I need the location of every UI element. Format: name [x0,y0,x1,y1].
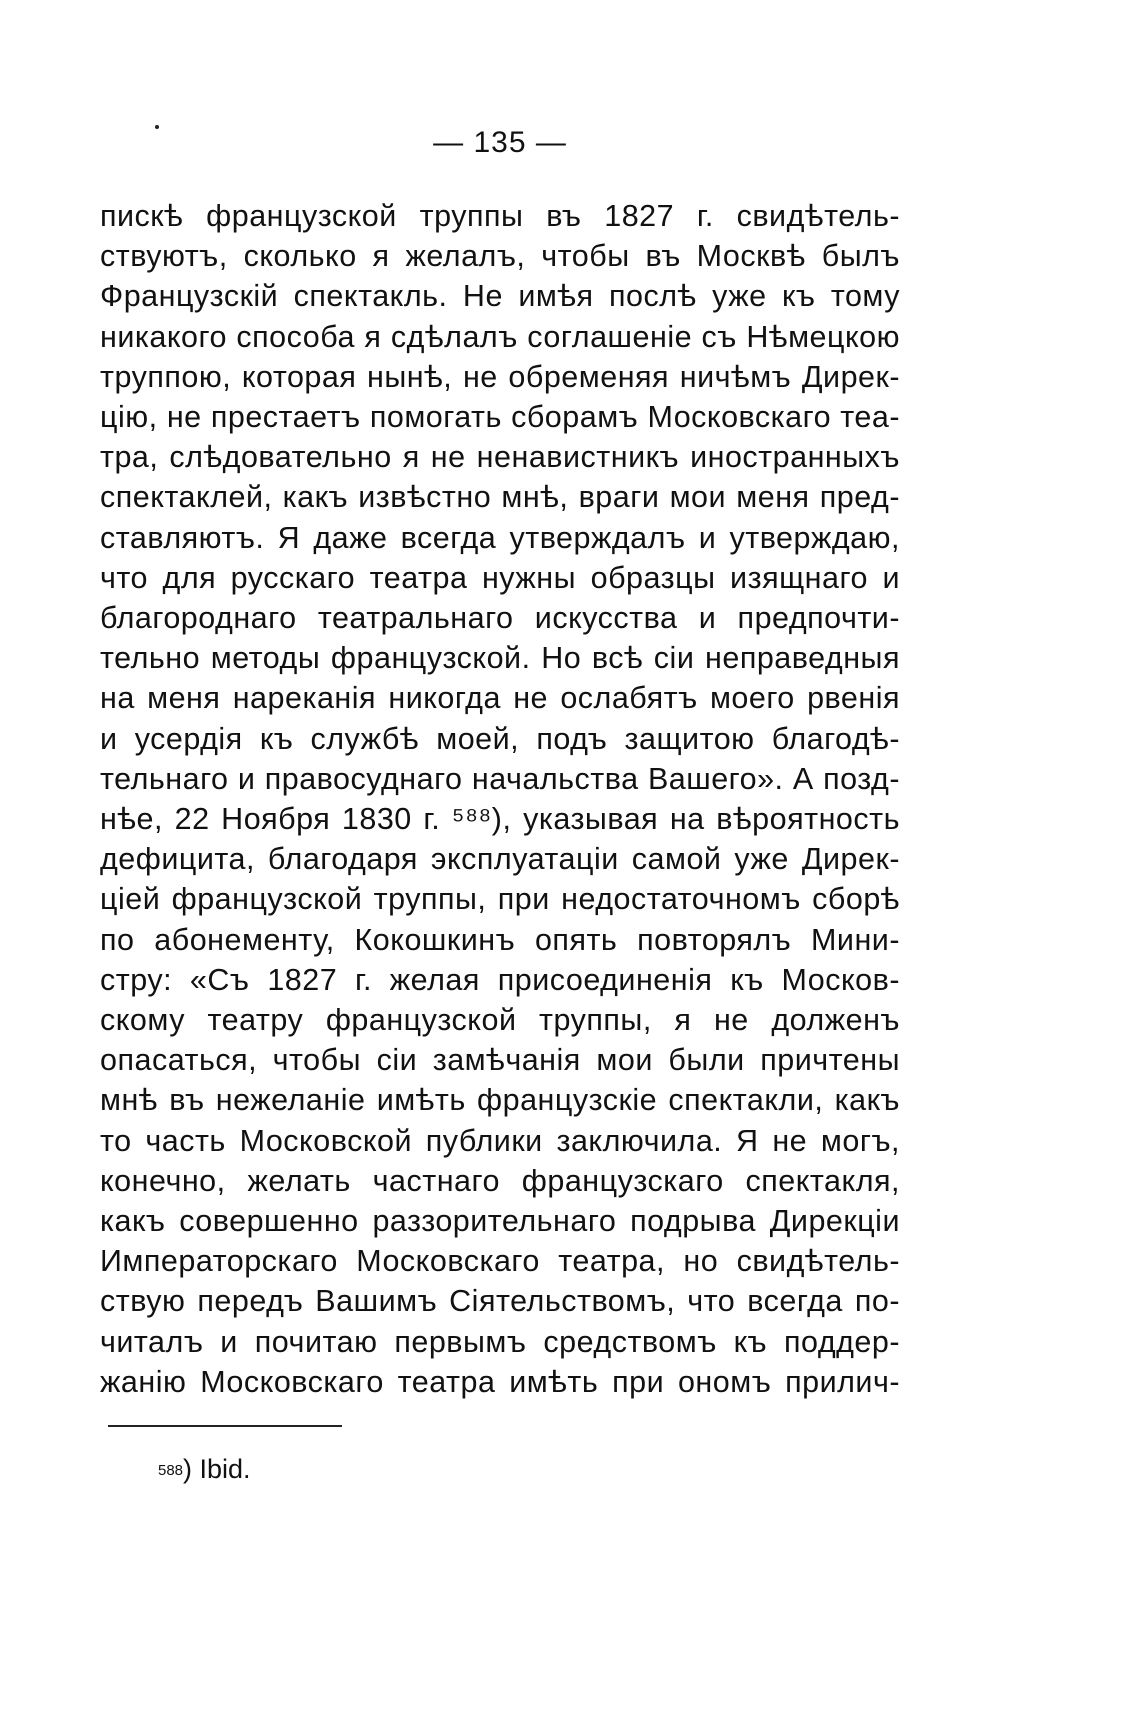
text-line: на меня нареканія никогда не ослабятъ моего рвенія [100,681,900,716]
text-line: Французскій спектакль. Не имѣя послѣ уже къ тому [100,279,900,314]
text-line: конечно, желать частнаго французскаго спектакля, [100,1163,900,1198]
text-line: читалъ и почитаю первымъ средствомъ къ поддер- [100,1324,900,1359]
text-line: ставляютъ. Я даже всегда утверждалъ и утверждаю, [100,520,900,555]
text-line: пискѣ французской труппы въ 1827 г. свидѣтель- [100,199,900,233]
text-line: тра, слѣдовательно я не ненавистникъ иностранныхъ [100,440,900,475]
text-line: стру: «Съ 1827 г. желая присоединенія къ Москов- [100,962,900,997]
text-line: ствую передъ Вашимъ Сіятельствомъ, что всегда по- [100,1284,900,1319]
text-line: ціей французской труппы, при недостаточномъ сборѣ [100,882,900,917]
page-number: — 135 — [433,126,567,159]
text-line: труппою, которая нынѣ, не обременяя ничѣмъ Дирек- [100,359,900,394]
text-line: никакого способа я сдѣлалъ соглашеніе съ Нѣмецкою [100,319,900,354]
text-line: спектаклей, какъ извѣстно мнѣ, враги мои меня пред- [100,480,900,515]
body-text [100,196,900,1402]
text-line: благороднаго театральнаго искусства и предпочти- [100,601,900,636]
text-line: жанію Московскаго театра имѣть при ономъ прилич- [100,1364,900,1399]
text-line: какъ совершенно раззорительнаго подрыва Дирекціи [100,1204,900,1239]
text-line: дефицита, благодаря эксплуатаціи самой уже Дирек- [100,842,900,877]
footnote-text: ) Ibid. [183,1454,251,1484]
text-line: по абонементу, Кокошкинъ опять повторялъ Мини- [100,922,900,957]
text-line: и усердія къ службѣ моей, подъ защитою благодѣ- [100,721,900,756]
text-line: тельнаго и правосуднаго начальства Вашего». А позд- [100,761,900,796]
footnote-marker: 588 [158,1462,184,1479]
text-line: Императорскаго Московскаго театра, но свидѣтель- [100,1244,900,1279]
text-line: то часть Московской публики заключила. Я не могъ, [100,1123,900,1158]
text-line: скому театру французской труппы, я не долженъ [100,1003,900,1038]
text-line: тельно методы французской. Но всѣ сіи неправедныя [100,641,900,676]
text-line: цію, не престаетъ помогать сборамъ Московскаго теа- [100,400,900,435]
text-line: нѣе, 22 Ноября 1830 г. ⁵⁸⁸), указывая на вѣроятность [100,802,900,837]
text-line: опасаться, чтобы сіи замѣчанія мои были причтены [100,1043,900,1078]
text-line: что для русскаго театра нужны образцы изящнаго и [100,560,900,595]
footnote [158,1452,251,1486]
footnote-divider [108,1425,342,1427]
text-line: ствуютъ, сколько я желалъ, чтобы въ Москвѣ былъ [100,239,900,274]
text-line: мнѣ въ нежеланіе имѣть французскіе спектакли, какъ [100,1083,900,1118]
